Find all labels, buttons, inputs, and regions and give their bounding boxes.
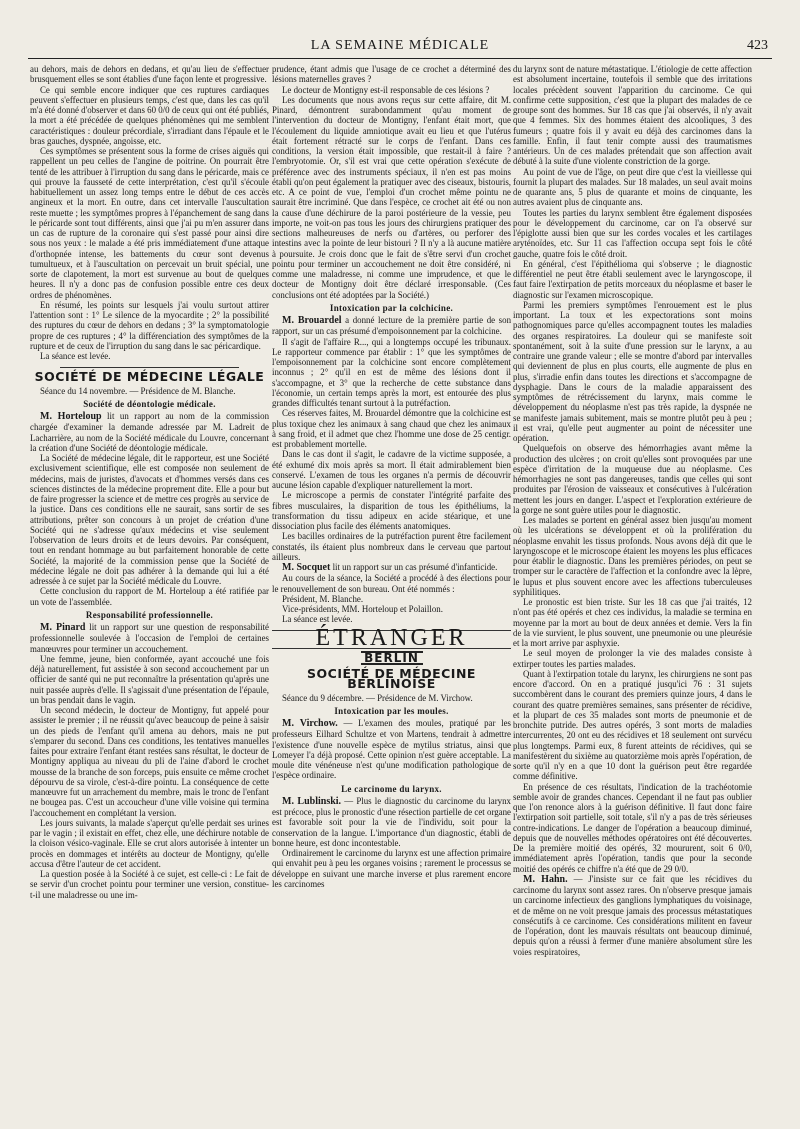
- paragraph: Cette conclusion du rapport de M. Horteloup a été ratifiée par un vote de l'assemblée.: [30, 586, 269, 607]
- paragraph: Il s'agit de l'affaire R..., qui a longtemps occupé les tribunaux. Le rapporteur commence par établir : 1° que les symptômes de l'empoisonnement par la colchicine sont encore complètement inconnus ; 2° qu'il en est de même des lésions dont il s'accompagne, et 3° que la recherche de cette substance dans l'économie, un certain temps après la mort, est entourée des plus grandes difficultés tenant surtout à la putréfaction.: [272, 336, 511, 408]
- paragraph: Au cours de la séance, la Société a procédé à des élections pour le renouvellement de son bureau. Ont été nommés :: [272, 573, 511, 594]
- paragraph: [272, 796, 511, 848]
- paragraph: Les jours suivants, la malade s'aperçut qu'elle perdait ses urines par le vagin ; il existait en effet, chez elle, une déchirure notable de la cloison vésico-vaginale. Elle se crut alors autorisée à intenter un procès en dommages et intérêts au docteur de Montigny, qu'elle accusa d'être l'auteur de cet accident.: [30, 817, 269, 869]
- paragraph: Le pronostic est bien triste. Sur les 18 cas que j'ai traités, 12 n'ont pas été opérés et chez ces individus, la maladie se termina en moyenne par la mort au bout de deux années et demie. Vers la fin de la vie survient, le plus souvent, une pneumonie ou une pleurésie et la mort arrive par asphyxie.: [513, 597, 752, 648]
- paragraph: [272, 315, 511, 337]
- paragraph: du larynx sont de nature métastatique. L'étiologie de cette affection est absolument incertaine, toutefois il semble que des irritations locales précèdent souvent l'apparition du carcinome. Ce qui confirme cette supposition, c'est que la plupart des malades de ce groupe sont des hommes. Sur 18 cas que j'ai observés, il n'y avait que 4 femmes. Six des hommes étaient des alcooliques, 3 des fumeurs ; quatre fois il y avait eu déjà des carcinomes dans la famille. Enfin, il faut tenir compte aussi des traumatismes antérieurs. Un de ces malades prétendait que son affection avait débuté à la suite d'une violente constriction de la gorge.: [513, 64, 752, 167]
- paragraph: La Société de médecine légale, dit le rapporteur, est une Société exclusivement scientifique, elle est composée non seulement de médecins, mais de juristes, d'avocats et d'hommes versés dans ces sciences distinctes de la médecine proprement dite. Elle a pour but de faire progresser la science et de mettre ces progrès au service de la justice. Dans ces conditions elle ne saurait, sans sortir de ses attributions, prêter son concours à un projet de création d'une Société qui ne s'adresse qu'aux médecins et vise seulement l'observation de leurs droits et de leurs devoirs. Par conséquent, tout en rendant hommage au but parfaitement honorable de cette Société, la majorité de la commission pense que la Société de médecine légale ne doit pas adhérer à la demande qui lui a été adressée à ce sujet par la Société médicale du Louvre.: [30, 453, 269, 586]
- paragraph: [272, 718, 511, 781]
- paragraph: Ordinairement le carcinome du larynx est une affection primaire qui envahit peu à peu les organes voisins ; rarement le processus se développe en suivant une marche inverse et plus rarement encore les carcinomes: [272, 848, 511, 889]
- paragraph: au dehors, mais de dehors en dedans, et qu'au lieu de s'effectuer brusquement elles se sont établies d'une façon lente et progressive.: [30, 64, 269, 85]
- city-heading: BERLIN: [361, 651, 423, 665]
- paragraph: Parmi les premiers symptômes l'enrouement est le plus important. La toux et les expectorations sont moins pathognomiques parce qu'elles accompagnent toutes les maladies des organes respiratoires. La douleur qui se manifeste soit spontanément, soit à la suite d'une pression sur le larynx, a au contraire une grande valeur ; elle se montre d'abord par intervalles qui deviennent de plus en plus courts, elle augmente de plus en plus, s'irradie enfin dans toutes les directions et s'accompagne de dysphagie. Dans le cours de la maladie apparaissent des symptômes de rétrécissement du larynx, mais comme le développement du néoplasme n'est pas très rapide, la dyspnée ne se manifeste jamais subitement, mais se montre plutôt peu à peu ; il est vrai, qu'elle peut augmenter au point de nécessiter une opération.: [513, 299, 752, 443]
- section-title: SOCIÉTÉ DE MÉDECINE LÉGALE: [34, 369, 265, 385]
- paragraph: Dans le cas dont il s'agit, le cadavre de la victime supposée, a été exhumé dix mois après sa mort. Il était admirablement bien conservé. L'examen de tous les organes n'a permis de découvrir aucune lésion capable d'expliquer naturellement la mort.: [272, 449, 511, 490]
- section-title: SOCIÉTÉ DE MÉDECINE BERLINOISE: [307, 666, 476, 692]
- paragraph: La question posée à la Société à ce sujet, est celle-ci : Le fait de se servir d'un crochet pointu pour terminer une version, constitue-t-il une maladresse ou une im-: [30, 869, 269, 900]
- column-1: [30, 64, 269, 900]
- paragraph: Les malades se portent en général assez bien jusqu'au moment où les ulcérations se développent et où la prolifération du néoplasme envahit les tissus profonds. Nous avons déjà dit que le laryngoscope et le microscope étaient les moyens les plus efficaces pour établir le diagnostic. Dans les premières périodes, on peut se tromper sur le caractère de l'affection et la confondre avec la lèpre, le lupus et plus souvent encore avec les affections tuberculeuses syphilitiques.: [513, 515, 752, 597]
- subsection-title: Intoxication par la colchicine.: [329, 302, 454, 313]
- paragraph: Une femme, jeune, bien conformée, ayant accouché une fois déjà naturellement, fut assistée à son second accouchement par un officier de santé qui ne put reconnaître la présentation qu'après une nuit passée auprès d'elle. Il s'agissait d'une présentation de l'épaule, un bras pendait dans le vagin.: [30, 653, 269, 705]
- paragraph: [513, 874, 752, 957]
- subsection-title: Le carcinome du larynx.: [341, 783, 442, 794]
- paragraph: Ces symptômes se présentent sous la forme de crises aiguës qui rappellent un peu celles de l'angine de poitrine. On pourrait être tenté de les attribuer à l'irruption du sang dans le péricarde, mais ce qui prouve la fausseté de cette interprétation, c'est qu'il s'écoule habituellement un assez long temps entre le début de ces accès angineux et la mort. En outre, dans cet intervalle l'auscultation reste muette ; les symptômes propres à l'épanchement de sang dans le péricarde sont tout différents, ainsi que j'ai pu m'en assurer dans un cas de rupture de la coronaire qui s'est passé pour ainsi dire sous nos yeux : le malade a été pris immédiatement d'une attaque d'orthopnée intense, les battements du cœur sont devenus tumultueux, et à l'auscultation on percevait un bruit spécial, une sorte de clapotement, la mort est survenue au bout de quelques heures. Il n'y a donc pas de confusion possible entre ces deux ordres de phénomènes.: [30, 146, 269, 300]
- paragraph-text: a donné lecture de la première partie de son rapport, sur un cas présumé d'empoisonnement par la colchicine.: [272, 315, 511, 337]
- paragraph: En général, c'est l'épithélioma qui s'observe ; le diagnostic différentiel ne peut être établi seulement avec le laryngoscope, il faut faire l'extirpation de petits morceaux du néoplasme et baser le diagnostic sur l'examen microscopique.: [513, 258, 752, 300]
- paragraph-text: lit un rapport au nom de la commission chargée d'examiner la demande adressée par M. Ladreit de Lacharrière, au nom de la Société médicale du Louvre, concernant la création d'une Société de déontologie médicale.: [30, 411, 269, 453]
- paragraph: Le seul moyen de prolonger la vie des malades consiste à extirper toutes les parties malades.: [513, 648, 752, 669]
- paragraph: Quelquefois on observe des hémorrhagies avant même la production des ulcères ; on croit qu'elles sont provoquées par une espèce d'irritation de la muqueuse due au néoplasme. Ces hémorrhagies ne sont pas dangereuses, tandis que celles qui sont produites par l'érosion de vaisseaux et consécutives à l'ulcération mettent les jours en danger. L'aspect et l'exploration extérieure de la gorge ne sont guère utiles pour le diagnostic.: [513, 443, 752, 515]
- page-header: [28, 38, 772, 56]
- etranger-heading: ÉTRANGER: [315, 624, 468, 651]
- list-item: Vice-présidents, MM. Horteloup et Polaillon.: [282, 604, 443, 614]
- paragraph: [30, 411, 269, 453]
- speaker-name: M. Socquet: [282, 562, 331, 573]
- session-info: Séance du 14 novembre. — Présidence de M. Blanche.: [40, 385, 236, 396]
- speaker-name: M. Brouardel: [282, 315, 342, 326]
- paragraph: Au point de vue de l'âge, on peut dire que c'est la vieillesse qui fournit la plupart des malades. Sur 18 malades, un seul avait moins de quarante ans, 5 plus de quarante et moins de cinquante, les autres avaient plus de cinquante ans.: [513, 166, 752, 208]
- header-rule: [28, 58, 772, 59]
- paragraph: Ce qui semble encore indiquer que ces ruptures cardiaques peuvent s'effectuer en plusieurs temps, c'est que, dans les cas qu'il m'a été donné d'observer et dans 60 0/0 de ceux qui ont été publiés, la mort a été précédée de quelques phénomènes qui me semblent caractéristiques : douleur précordiale, s'irradiant dans l'épaule et le bras gauches, dyspnée, angoisse, etc.: [30, 84, 269, 146]
- speaker-name: M. Pinard: [40, 622, 86, 633]
- paragraph-text: — Plus le diagnostic du carcinome du larynx est précoce, plus le pronostic d'une résection partielle de cet organe est favorable soit pour la vie de l'individu, soit pour la conservation de la langue. L'importance d'un diagnostic, établi de bonne heure, est donc incontestable.: [272, 795, 511, 848]
- paragraph: En présence de ces résultats, l'indication de la trachéotomie semble avoir de grandes chances. Cependant il ne faut pas oublier que l'on renonce alors à la guérison définitive. Il faut donc faire l'extirpation soit partielle, soit totale, s'il n'y a pas de très sérieuses contre-indications. Le danger de l'opération a beaucoup diminué, depuis que de nouvelles méthodes opératoires ont été découvertes. De la première moitié des opérés, 32 moururent, soit 6 0/0, immédiatement après l'opération, tandis que pour la seconde moitié des opérés ce chiffre n'a été que de 29 0/0.: [513, 781, 752, 874]
- paragraph-text: — L'examen des moules, pratiqué par les professeurs Eilhard Schultze et von Martens, tendrait à admettre l'existence d'une nouvelle espèce de mytilus striatus, ainsi que Lomeyer l'a déjà proposé. Cette opinion n'est guère acceptable. La moule dite vénéneuse n'est qu'une modification pathologique de l'espèce ordinaire.: [272, 718, 511, 781]
- list-item: La séance est levée.: [282, 614, 353, 625]
- speaker-name: M. Horteloup: [40, 411, 102, 422]
- speaker-name: M. Lublinski.: [282, 795, 342, 807]
- paragraph: Le docteur de Montigny est-il responsable de ces lésions ?: [282, 84, 490, 95]
- paragraph: [272, 562, 511, 573]
- column-2: [272, 64, 511, 889]
- speaker-name: M. Hahn.: [523, 873, 568, 885]
- paragraph: Les documents que nous avons reçus sur cette affaire, dit M. Pinard, démontrent surabondamment qu'au moment de l'intervention du docteur de Montigny, l'enfant était mort, que l'écoulement du liquide amniotique avait eu lieu et que l'utérus était fortement rétracté sur le corps de l'enfant. Dans ces conditions, la version était impossible, que restait-il à faire ? l'embryotomie. Or, s'il est vrai que cette opération s'exécute de préférence avec des instruments spéciaux, il n'en est pas moins établi qu'on peut également la pratiquer avec des ciseaux, bistouris, etc. A ce point de vue, l'emploi d'un crochet même pointu ne saurait être incriminé. Que dans l'espèce, ce crochet ait été ou non la cause d'une déchirure de la paroi postérieure de la vessie, peu importe, ne voit-on pas tous les jours des chirurgiens pratiquer des sections malheureuses de nerfs ou d'artères, ou perforer des intestins avec la pointe de leur bistouri ? Il n'y a là aucune matière à poursuite. Je crois donc que le fait de s'être servi d'un crochet pointu pour terminer un accouchement ne doit être considéré, ni comme une maladresse, ni comme une imprudence, et que le docteur de Montigny doit être déclaré irresponsable. (Ces conclusions ont été adoptées par la Société.): [272, 94, 511, 300]
- journal-title: LA SEMAINE MÉDICALE: [310, 38, 490, 53]
- paragraph: prudence, étant admis que l'usage de ce crochet a déterminé des lésions maternelles graves ?: [272, 64, 511, 85]
- page-number: 423: [747, 38, 768, 53]
- paragraph-text: — J'insiste sur ce fait que les récidives du carcinome du larynx sont assez rares. On n'observe presque jamais un carcinome infectieux des ganglions lymphatiques du voisinage, et de même on ne voit presque jamais des processus métastatiques consécutifs à ce carcinome. Ces considérations militent en faveur de l'opération, dont les mauvais résultats ont beaucoup diminué, depuis qu'on a réussi à fermer d'une manière absolument sûre les voies respiratoires,: [513, 873, 752, 957]
- paragraph: Un second médecin, le docteur de Montigny, fut appelé pour assister le premier ; il ne réussit qu'avec beaucoup de peine à saisir un des pieds de l'enfant qu'il amena au dehors, mais ne put s'emparer du second. Dans ces conditions, les tentatives manuelles faites pour extraire l'enfant étant restées sans résultat, le docteur de Montigny appliqua au niveau du pli de l'aine d'abord le crochet mousse de la branche de son forceps, puis ensuite ce même crochet dépourvu de sa virole, c'est-à-dire pointu. La conséquence de cette manœuvre fut un arrachement du membre, mais le tronc de l'enfant ne bougea pas. C'est un accoucheur d'une ville voisine qui termina l'accouchement en complétant la version.: [30, 705, 269, 818]
- subsection-title: Intoxication par les moules.: [334, 705, 449, 716]
- column-3: [513, 64, 752, 957]
- subsection-title: Responsabilité professionnelle.: [85, 609, 214, 620]
- paragraph: Ces réserves faites, M. Brouardel démontre que la colchicine est plus toxique chez les animaux à sang chaud que chez les animaux à sang froid, et il admet que chez l'homme une dose de 25 centigr. est probablement mortelle.: [272, 408, 511, 449]
- paragraph: Le microscope a permis de constater l'intégrité parfaite des fibres musculaires, la disparition de tous les épithéliums, la transformation du tissu adipeux en acide stéarique, et une dissociation plus facile des éléments anatomiques.: [272, 490, 511, 531]
- list-item: Président, M. Blanche.: [282, 593, 364, 604]
- paragraph: En résumé, les points sur lesquels j'ai voulu surtout attirer l'attention sont : 1° Le silence de la myocardite ; 2° la possibilité des ruptures du cœur de dehors en dedans ; 3° la symptomatologie propre de ces ruptures ; 4° la différenciation des symptômes de la rupture et de ceux de l'irruption du sang dans le sac péricardique.: [30, 299, 269, 351]
- paragraph: Quant à l'extirpation totale du larynx, les chirurgiens ne sont pas encore d'accord. On en a pratiqué jusqu'ici 76 : 31 sujets succombèrent dans le courant des premiers quinze jours, 4 dans le courant des quatre premières semaines, sans présenter de récidive, et la plupart de ces 35 malades sont morts de pneumonie et de bronchite putride. Des autres opérés, 3 sont morts de maladies intercurrentes, 20 ont eu des récidives et 18 seulement ont survécu plus longtemps. Parmi eux, 8 furent atteints de récidives, qui se manifestèrent du sixième au quatorzième mois après l'opération, de sorte qu'il n'y en a que 10 dont la guérison peut être regardée comme définitive.: [513, 668, 752, 782]
- paragraph: [30, 622, 269, 654]
- session-info: Séance du 9 décembre. — Présidence de M. Virchow.: [282, 692, 473, 703]
- section-divider: [60, 367, 239, 368]
- speaker-name: M. Virchow.: [282, 718, 338, 729]
- subsection-title: Société de déontologie médicale.: [83, 398, 216, 409]
- paragraph: La séance est levée.: [40, 351, 111, 361]
- paragraph: Les bacilles ordinaires de la putréfaction purent être facilement constatés, ils étaient plus nombreux dans le cerveau que partout ailleurs.: [272, 531, 511, 562]
- paragraph-text: lit un rapport sur un cas présumé d'infanticide.: [332, 562, 498, 572]
- paragraph: Toutes les parties du larynx semblent être également disposées pour le développement du carcinome, car on l'a observé sur l'épiglotte aussi bien que sur les cordes vocales et les cartilages aryténoïdes, etc. Sur 11 cas l'affection occupa sept fois le côté gauche, quatre fois le côté droit.: [513, 207, 752, 259]
- paragraph-text: lit un rapport sur une question de responsabilité professionnelle soulevée à l'occasion de l'emploi de certaines manœuvres pour terminer un accouchement.: [30, 622, 269, 654]
